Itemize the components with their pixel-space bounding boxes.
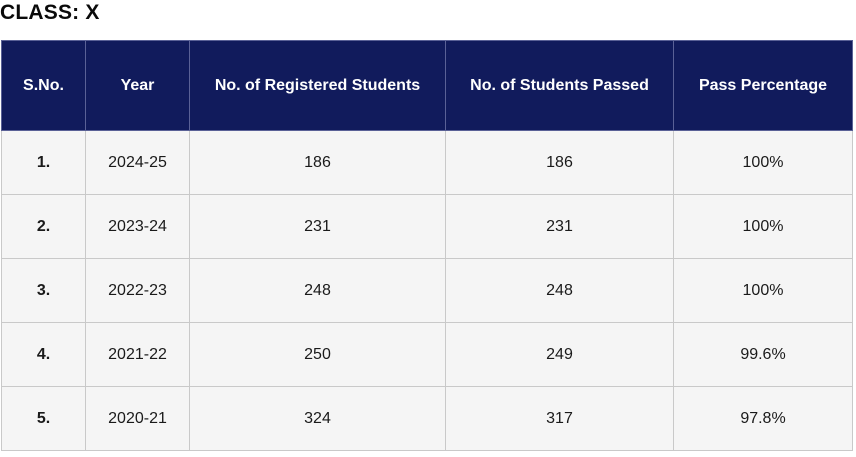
cell-year: 2022-23 [86, 259, 190, 323]
table-row [2, 323, 853, 387]
column-header-registered: No. of Registered Students [190, 41, 446, 131]
cell-registered: 186 [190, 131, 446, 195]
cell-sno: 2. [2, 195, 86, 259]
cell-sno: 3. [2, 259, 86, 323]
page-title: CLASS: X [0, 1, 100, 24]
table-row [2, 195, 853, 259]
table-row [2, 131, 853, 195]
cell-registered: 324 [190, 387, 446, 451]
cell-year: 2021-22 [86, 323, 190, 387]
cell-pass-percentage: 97.8% [674, 387, 853, 451]
column-header-pass-percentage: Pass Percentage [674, 41, 853, 131]
column-header-passed: No. of Students Passed [446, 41, 674, 131]
cell-passed: 249 [446, 323, 674, 387]
column-header-sno: S.No. [2, 41, 86, 131]
cell-passed: 186 [446, 131, 674, 195]
cell-sno: 4. [2, 323, 86, 387]
cell-registered: 248 [190, 259, 446, 323]
cell-year: 2023-24 [86, 195, 190, 259]
cell-passed: 317 [446, 387, 674, 451]
cell-pass-percentage: 100% [674, 131, 853, 195]
cell-sno: 1. [2, 131, 86, 195]
cell-year: 2020-21 [86, 387, 190, 451]
cell-year: 2024-25 [86, 131, 190, 195]
cell-pass-percentage: 100% [674, 259, 853, 323]
results-table [1, 40, 853, 451]
table-row [2, 259, 853, 323]
column-header-year: Year [86, 41, 190, 131]
cell-registered: 231 [190, 195, 446, 259]
table-header-row [2, 41, 853, 131]
cell-passed: 231 [446, 195, 674, 259]
cell-passed: 248 [446, 259, 674, 323]
table-row [2, 387, 853, 451]
cell-registered: 250 [190, 323, 446, 387]
cell-pass-percentage: 100% [674, 195, 853, 259]
cell-pass-percentage: 99.6% [674, 323, 853, 387]
cell-sno: 5. [2, 387, 86, 451]
